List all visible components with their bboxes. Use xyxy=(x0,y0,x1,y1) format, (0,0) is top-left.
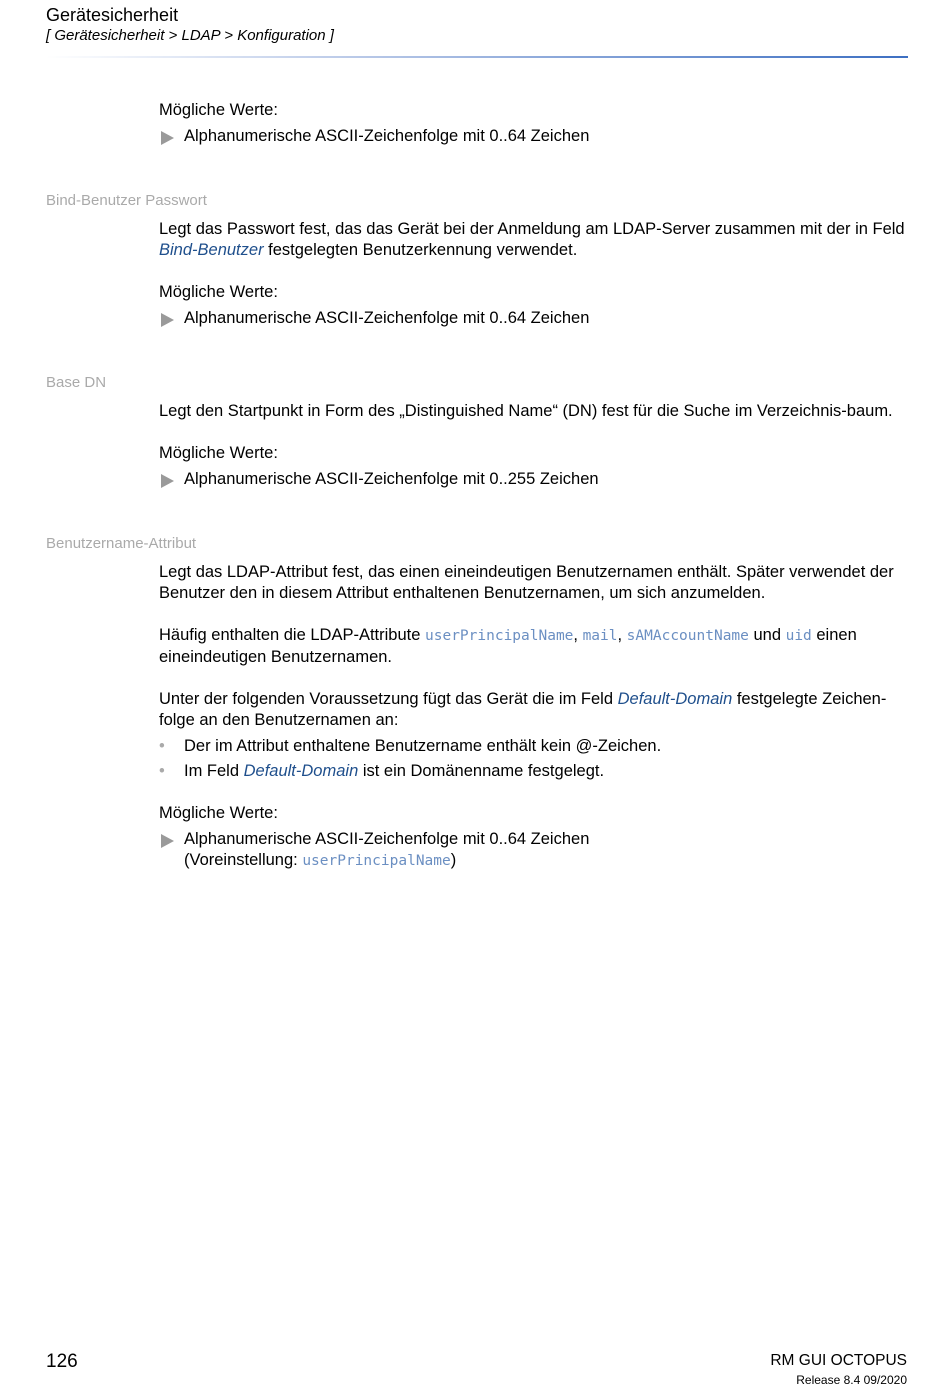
value-item-text: Alphanumerische ASCII-Zeichenfolge mit 0..64 Zeichen xyxy=(184,127,590,145)
desc-text: einen eineindeutigen Benutzernamen. xyxy=(159,626,857,666)
header-divider xyxy=(46,56,908,58)
value-list xyxy=(159,126,908,147)
value-list xyxy=(159,469,908,490)
value-list xyxy=(159,308,908,329)
base-dn-block xyxy=(159,401,908,490)
value-list xyxy=(159,829,908,872)
intro-block xyxy=(159,100,908,147)
attr-user-principal-name: userPrincipalName xyxy=(425,628,574,644)
condition-text: ist ein Domänenname festgelegt. xyxy=(358,762,605,780)
separator: und xyxy=(748,626,786,644)
possible-values-label: Mögliche Werte: xyxy=(159,101,278,119)
triangle-bullet-icon xyxy=(161,313,174,327)
condition-text: Der im Attribut enthaltene Benutzername enthält kein @-Zeichen. xyxy=(184,737,662,755)
page-content xyxy=(46,100,908,876)
triangle-bullet-icon xyxy=(161,474,174,488)
footer-info xyxy=(770,1352,907,1388)
username-attribute-description: Legt das LDAP-Attribut fest, das einen eineindeutigen Benutzernamen enthält. Später verwendet der Benutzer den in diesem Attribut enthaltenen Benutzernamen, um sich anzumelden. xyxy=(159,563,894,602)
separator: , xyxy=(617,626,627,644)
condition-item xyxy=(159,736,908,757)
bind-password-block xyxy=(159,219,908,329)
desc-text: festgelegte Zeichen-folge an den Benutzernamen an: xyxy=(159,690,887,729)
value-item-text: Alphanumerische ASCII-Zeichenfolge mit 0..64 Zeichen xyxy=(184,309,590,327)
base-dn-description: Legt den Startpunkt in Form des „Distinguished Name“ (DN) fest für die Suche im Verzeichnis-baum. xyxy=(159,402,893,420)
field-reference-default-domain: Default-Domain xyxy=(243,762,359,780)
chapter-title: Gerätesicherheit xyxy=(46,5,179,25)
possible-values-label: Mögliche Werte: xyxy=(159,444,278,462)
triangle-bullet-icon xyxy=(161,834,174,848)
desc-text: Legt das Passwort fest, das das Gerät bei der Anmeldung am LDAP-Server zusammen mit der in Feld xyxy=(159,220,905,238)
default-suffix: ) xyxy=(450,851,457,869)
attr-mail: mail xyxy=(582,628,618,644)
value-item xyxy=(159,126,908,147)
triangle-bullet-icon xyxy=(161,131,174,145)
default-domain-paragraph xyxy=(159,689,908,731)
bind-password-description xyxy=(159,219,908,261)
default-label: (Voreinstellung: xyxy=(184,851,303,869)
condition-list xyxy=(159,736,908,782)
field-reference-bind-user: Bind-Benutzer xyxy=(159,241,264,259)
possible-values-label: Mögliche Werte: xyxy=(159,283,278,301)
breadcrumb: [ Gerätesicherheit > LDAP > Konfiguration ] xyxy=(46,27,334,44)
value-item xyxy=(159,829,908,872)
value-item xyxy=(159,308,908,329)
attr-samaccountname: sAMAccountName xyxy=(626,628,749,644)
desc-text: Unter der folgenden Voraussetzung fügt das Gerät die im Feld xyxy=(159,690,618,708)
section-label-username-attribute: Benutzername-Attribut xyxy=(46,535,197,552)
desc-text: festgelegten Benutzerkennung verwendet. xyxy=(263,241,578,259)
value-item-text: Alphanumerische ASCII-Zeichenfolge mit 0..64 Zeichen xyxy=(184,830,590,848)
page-number: 126 xyxy=(46,1351,78,1372)
desc-text: Häufig enthalten die LDAP-Attribute xyxy=(159,626,425,644)
bullet-dot-icon: • xyxy=(159,762,165,780)
separator: , xyxy=(573,626,583,644)
product-name: RM GUI OCTOPUS xyxy=(770,1352,907,1369)
default-value: userPrincipalName xyxy=(302,853,451,869)
section-label-base-dn: Base DN xyxy=(46,374,107,391)
bullet-dot-icon: • xyxy=(159,737,165,755)
ldap-attributes-paragraph xyxy=(159,625,908,668)
field-reference-default-domain: Default-Domain xyxy=(617,690,733,708)
condition-text: Im Feld xyxy=(184,762,244,780)
username-attribute-block xyxy=(159,562,908,872)
value-item-text: Alphanumerische ASCII-Zeichenfolge mit 0..255 Zeichen xyxy=(184,470,599,488)
condition-item xyxy=(159,761,908,782)
page-header xyxy=(46,4,908,46)
release-info: Release 8.4 09/2020 xyxy=(796,1373,907,1387)
value-item xyxy=(159,469,908,490)
possible-values-label: Mögliche Werte: xyxy=(159,804,278,822)
attr-uid: uid xyxy=(785,628,812,644)
section-label-bind-password: Bind-Benutzer Passwort xyxy=(46,192,207,209)
